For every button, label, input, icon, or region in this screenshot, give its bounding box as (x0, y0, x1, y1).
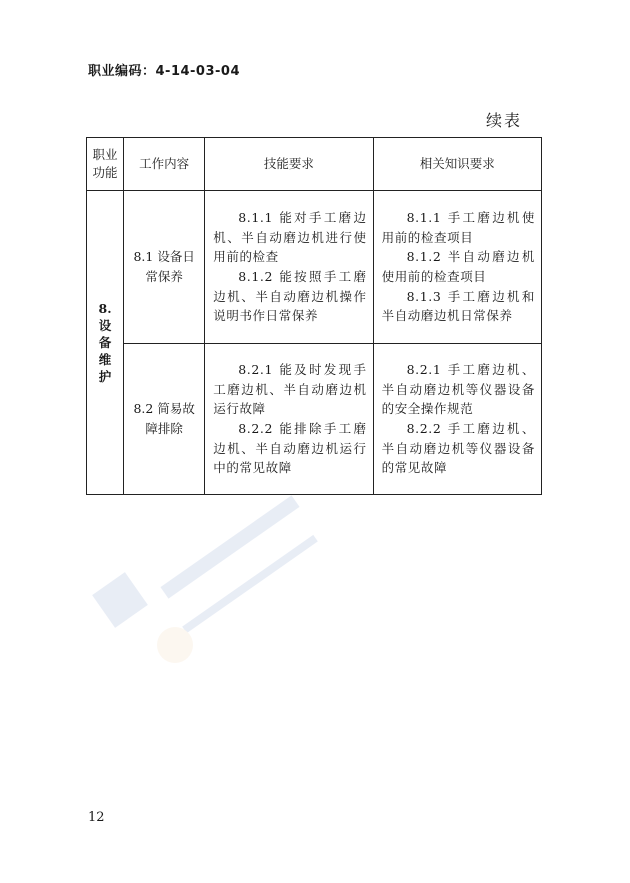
table-header-row (87, 138, 542, 191)
skill-item: 8.1.2 能按照手工磨边机、半自动磨边机操作说明书作日常保养 (213, 269, 367, 324)
knowledge-item: 8.1.3 手工磨边机和半自动磨边机日常保养 (381, 288, 535, 324)
skill-standard-table (86, 137, 542, 495)
knowledge-item: 8.1.2 半自动磨边机使用前的检查项目 (381, 249, 535, 284)
header-function: 职业 功能 (87, 138, 124, 191)
header-work-content: 工作内容 (124, 138, 205, 191)
work-content-cell: 8.2 简易故障排除 (124, 344, 205, 495)
skills-cell (205, 191, 373, 344)
knowledge-cell (373, 191, 541, 344)
table-row (87, 344, 542, 495)
skill-item: 8.2.2 能排除手工磨边机、半自动磨边机运行中的常见故障 (213, 421, 367, 476)
knowledge-item: 8.1.1 手工磨边机使用前的检查项目 (381, 210, 535, 245)
header-skill-requirements: 技能要求 (205, 138, 373, 191)
knowledge-cell (373, 344, 541, 495)
function-name: 设备维护 (98, 318, 112, 384)
table-row (87, 191, 542, 344)
publisher-watermark (80, 470, 380, 670)
skills-cell (205, 344, 373, 495)
page-number: 12 (88, 810, 105, 825)
work-content-cell: 8.1 设备日常保养 (124, 191, 205, 344)
skill-item: 8.2.1 能及时发现手工磨边机、半自动磨边机运行故障 (213, 362, 367, 417)
function-number: 8. (98, 301, 112, 316)
occupation-code: 职业编码：4-14-03-04 (88, 64, 241, 79)
knowledge-item: 8.2.2 手工磨边机、半自动磨边机等仪器设备的常见故障 (381, 421, 535, 476)
header-knowledge-requirements: 相关知识要求 (373, 138, 541, 191)
knowledge-item: 8.2.1 手工磨边机、半自动磨边机等仪器设备的安全操作规范 (381, 362, 535, 417)
function-cell (87, 191, 124, 495)
continued-label: 续表 (486, 111, 523, 130)
skill-item: 8.1.1 能对手工磨边机、半自动磨边机进行使用前的检查 (213, 210, 367, 265)
